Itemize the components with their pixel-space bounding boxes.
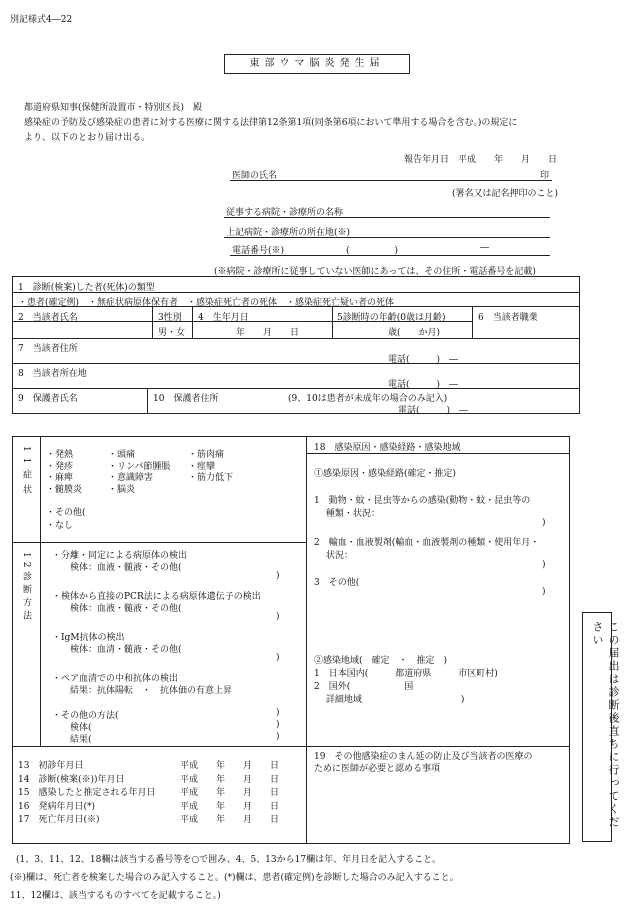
diag-3[interactable]: ・IgM抗体の検出 [52,633,125,643]
s8-label: 8 当該者所在地 [18,369,87,379]
cause-2b[interactable]: 状況： [314,551,353,561]
cause-1-close: ) [542,518,546,528]
addressee: 都道府県知事(保健所設置市・特別区長) 殿 [24,103,203,113]
doctor-name-field[interactable] [230,180,552,181]
side-note-box [582,612,620,842]
s1-label: 1 診断(検案)した者(死体)の類型 [18,283,155,293]
diag-3-specimen[interactable]: 検体：血清・髄液・その他( [52,645,182,655]
s9-label: 9 保護者氏名 [18,394,78,404]
symptoms-col-1[interactable]: ・発熱 ・発疹 ・麻痺 ・髄膜炎 [46,450,83,495]
s10-note: (9、10は患者が未成年の場合のみ記入) [288,394,448,404]
s8-phone[interactable]: 電話( ) ― [388,380,459,390]
note-1: (1、3、11、12、18欄は該当する番号等を○で囲み、4、5、13から17欄は年、年月日を記入すること。 [16,855,442,865]
s10-label: 10 保護者住所 [153,394,219,404]
phone-field[interactable] [230,255,550,256]
symptoms-col-2[interactable]: ・頭痛 ・リンパ節腫脹 ・意識障害 ・脳炎 [108,450,171,495]
s3-value[interactable]: 男・女 [158,328,186,338]
diag-2-close: ) [276,612,280,622]
form-number: 別記様式4―22 [10,15,73,25]
diag-5-specimen[interactable]: 検体( [52,723,92,733]
intro-line-1: 感染症の予防及び感染症の患者に対する医療に関する法律第12条第1項(同条第6項において準用する場合を含む。)の規定に [24,118,518,128]
doctor-name-label: 医師の氏名 [232,171,278,181]
infection-cause[interactable]: ①感染原因・感染経路(確定・推定) [314,469,457,479]
phone-label: 電話番号(※) [232,246,285,256]
dates-values[interactable]: 平成 年 月 日 平成 年 月 日 平成 年 月 日 平成 年 月 日 平成 年 月 日 [180,761,280,825]
s18-label: 18 感染原因・感染経路・感染地域 [314,443,461,453]
form-title: 東部ウマ脳炎発生届 [224,54,410,74]
symptoms-col-3[interactable]: ・筋肉痛 ・痙攣 ・筋力低下 [188,450,234,483]
dates-labels: 13 初診年月日 14 診断(検案(※))年月日 15 感染したと推定される年月日 16 発病年月日(*) 17 死亡年月日(※) [18,761,156,825]
diag-3-close: ) [276,653,280,663]
sign-note: (署名又は記名押印のこと) [452,189,559,199]
area-3[interactable]: 詳細地域 ) [314,695,465,705]
diag-4[interactable]: ・ペア血清での中和抗体の検出 [52,674,179,684]
area-2[interactable]: 2 国外( 国 [314,682,414,692]
s4-label: 4 生年月日 [198,313,249,323]
diag-5[interactable]: ・その他の方法( [52,711,119,721]
diag-5-specimen-close: ) [276,720,280,730]
infection-area[interactable]: ②感染地域( 確定 ・ 推定 ) [314,656,448,666]
hospital-address-field[interactable] [224,237,550,238]
diag-4-result[interactable]: 結果：抗体陽転 ・ 抗体価の有意上昇 [52,686,233,696]
symptoms-label: 11症状 [21,446,31,500]
s6-label: 6 当該者職業 [478,313,538,323]
cause-1a[interactable]: 1 動物・蚊・昆虫等からの感染(動物・蚊・昆虫等の [314,496,531,506]
s19-label-2: ために医師が必要と認める事項 [314,764,441,774]
symptom-other[interactable]: ・その他( [46,508,86,518]
s5-label: 5診断時の年齢(0歳は月齢) [337,313,446,323]
s19-label: 19 その他感染症のまん延の防止及び当該者の医療の [314,752,533,762]
cause-2a[interactable]: 2 輸血・血液製剤(輸血・血液製剤の種類・使用年月・ [314,538,540,548]
diag-5-result-close: ) [276,732,280,742]
s7-phone[interactable]: 電話( ) ― [388,355,459,365]
side-note: この届出は診断後直ちに行ってください [591,621,620,829]
intro-line-2: より、以下のとおり届け出る。 [24,133,151,143]
diag-5-result[interactable]: 結果( [52,735,92,745]
diag-1-specimen[interactable]: 検体：血液・髄液・その他( [52,563,182,573]
hospital-name-field[interactable] [224,217,550,218]
diag-1[interactable]: ・分離・同定による病原体の検出 [52,551,188,561]
s4-value[interactable]: 年 月 日 [236,328,300,338]
s10-phone[interactable]: 電話( ) ― [398,406,469,416]
s2-label: 2 当該者氏名 [18,313,78,323]
doctor-footnote: (※病院・診療所に従事していない医師にあっては、その住所・電話番号を記載) [214,267,536,277]
report-date: 報告年月日 平成 年 月 日 [404,155,558,165]
s1-options[interactable]: ・患者(確定例) ・無症状病原体保有者 ・感染症死亡者の死体 ・感染症死亡疑い者の死体 [18,298,395,308]
hospital-address-label: 上記病院・診療所の所在地(※) [226,228,351,238]
diag-1-close: ) [276,571,280,581]
cause-1b[interactable]: 種類・状況： [314,509,380,519]
hospital-name-label: 従事する病院・診療所の名称 [226,208,344,218]
symptom-none[interactable]: ・なし [46,521,74,531]
cause-3[interactable]: 3 その他( [314,578,360,588]
cause-2-close: ) [542,560,546,570]
s5-value[interactable]: 歳( か月) [388,328,441,338]
s3-label: 3性別 [158,313,182,323]
area-1[interactable]: 1 日本国内( 都道府県 市区町村) [314,669,498,679]
diag-2-specimen[interactable]: 検体：血液・髄液・その他( [52,604,182,614]
s7-label: 7 当該者住所 [18,344,78,354]
phone-dash: ― [480,243,489,253]
seal-mark: 印 [540,171,550,181]
diag-5-close: ) [276,708,280,718]
diagnosis-label: 12診断方法 [21,552,31,624]
note-3: 11、12欄は、該当するものすべてを記載すること。) [10,891,221,901]
diag-2[interactable]: ・検体から直接のPCR法による病原体遺伝子の検出 [52,592,261,602]
note-2: (※)欄は、死亡者を検案した場合のみ記入すること。(*)欄は、患者(確定例)を診断した場合のみ記入すること。 [10,873,459,883]
phone-paren: ( ) [346,246,399,256]
cause-3-close: ) [542,587,546,597]
